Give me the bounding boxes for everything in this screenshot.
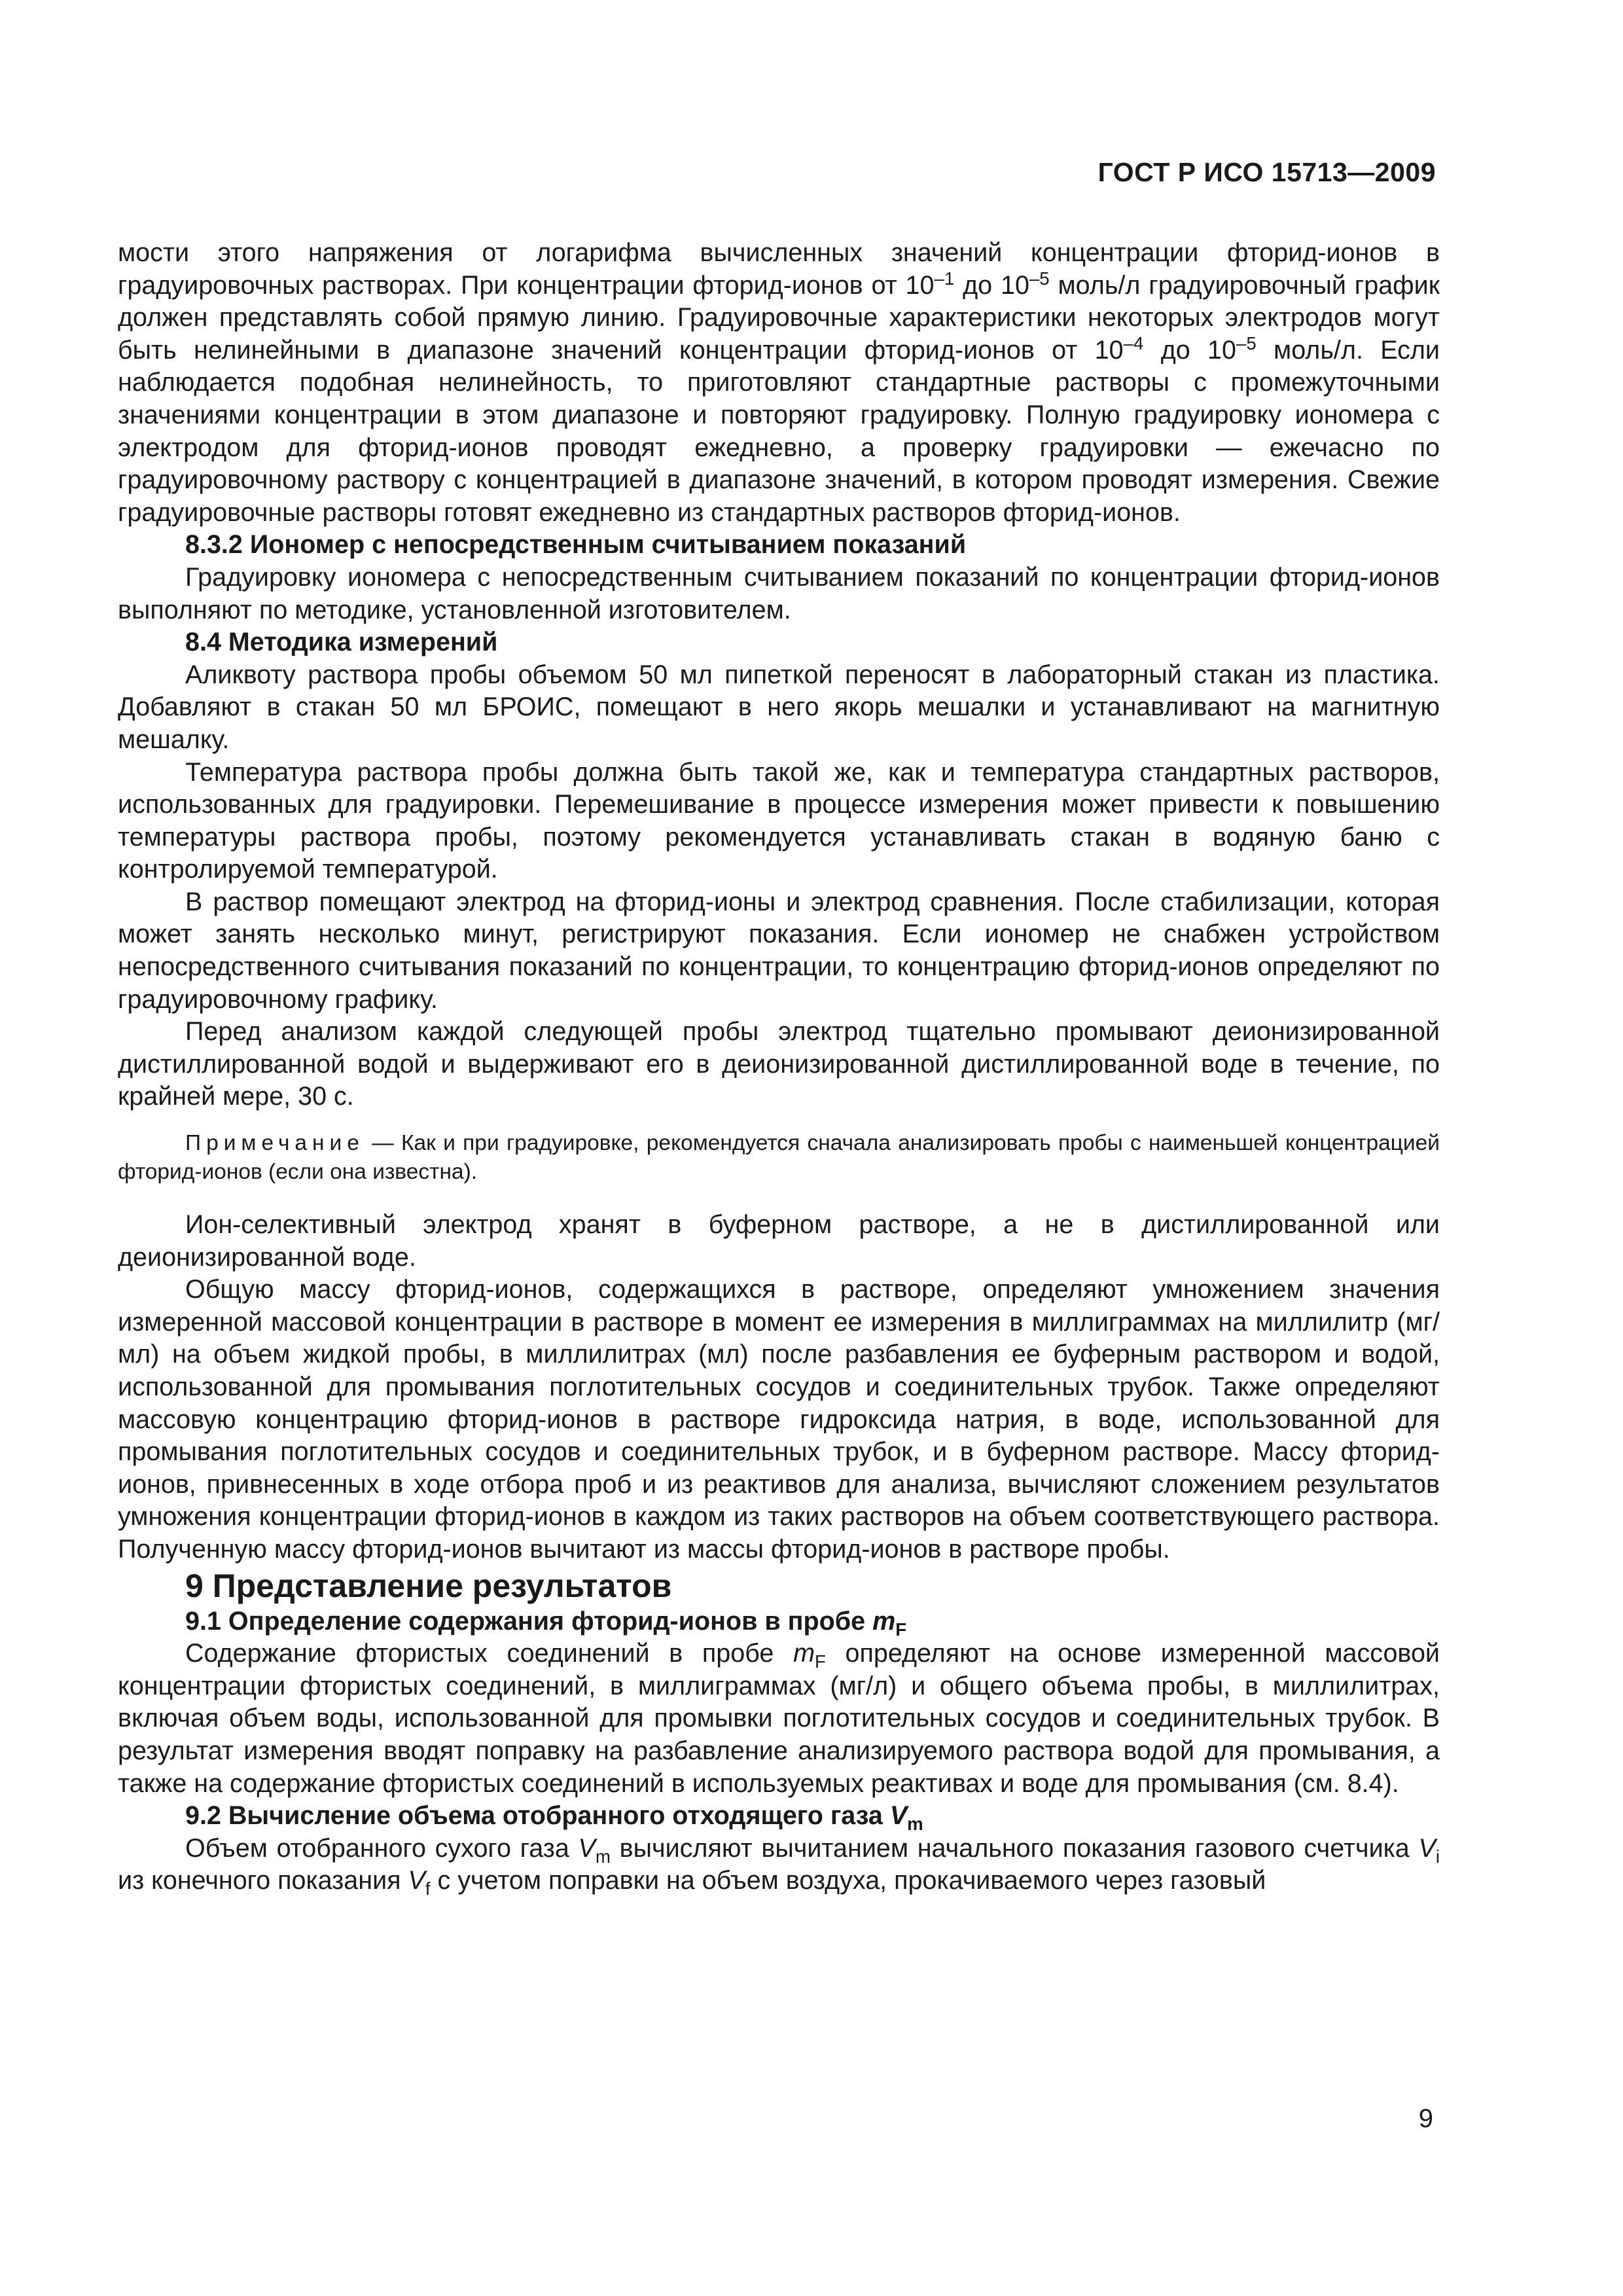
paragraph-8-4-aliquot: Аликвоту раствора пробы объемом 50 мл пипеткой переносят в лабораторный стакан из пластика. Добавляют в стакан 50 мл БРОИС, помещают в него якорь мешалки и устанавливают на магнитную мешалку. [118, 660, 1440, 754]
heading-9-1: 9.1 Определение содержания фторид-ионов в пробе $m_F$ [185, 1606, 907, 1640]
paragraph-8-4-total-mass: Общую массу фторид-ионов, содержащихся в растворе, определяют умножением значения измеренной массовой концентрации в растворе в момент ее измерения в миллиграммах на миллилитр (мг/мл) на объем жидкой пробы, в миллилитрах (мл) после разбавления ее буферным раствором и водой, использованной для промывания поглотительных сосудов и соединительных трубок. Также определяют массовую концентрацию фторид-ионов в растворе гидроксида натрия, в воде, использованной для промывания поглотительных сосудов и соединительных трубок, и в буферном растворе. Массу фторид-ионов, привнесенных в ходе отбора проб и из реактивов для анализа, вычисляют сложением результатов умножения концентрации фторид-ионов в каждом из таких растворов на объем соответствующего раствора. Полученную массу фторид-ионов вычитают из массы фторид-ионов в растворе пробы. [118, 1275, 1440, 1564]
paragraph-8-3-2: Градуировку иономера с непосредственным считыванием показаний по концентрации фторид-ионов выполняют по методике, установленной изготовителем. [118, 562, 1440, 624]
note-text: — Как и при градуировке, рекомендуется сначала анализировать пробы с наименьшей концентрацией фторид-ионов (если она известна). [118, 1131, 1440, 1185]
paragraph-9-2: Объем отобранного сухого газа $V_m$ вычисляют вычитанием начального показания газового счетчика $V_i$ из конечного показания $V_f$ с учетом поправки на объем воздуха, прокачиваемого через газовый [118, 1833, 1440, 1899]
heading-8-4: 8.4 Методика измерений [185, 628, 498, 657]
paragraph-8-4-temperature: Температура раствора пробы должна быть такой же, как и температура стандартных растворов, использованных для градуировки. Перемешивание в процессе измерения может привести к повышению температуры раствора пробы, поэтому рекомендуется устанавливать стакан в водяную баню с контролируемой температурой. [118, 757, 1440, 884]
heading-9-2: 9.2 Вычисление объема отобранного отходящего газа $V_m$ [185, 1801, 923, 1835]
body-text [118, 237, 1440, 1897]
paragraph-calibration-curve: мости этого напряжения от логарифма вычисленных значений концентрации фторид-ионов в градуировочных растворах. При концентрации фторид-ионов от $10^{-1}$ до $10^{-5}$ моль/л градуировочный график должен представлять собой прямую линию. Градуировочные характеристики некоторых электродов могут быть нелинейными в диапазоне значений концентрации фторид-ионов от $10^{-4}$ до $10^{-5}$ моль/л. Если наблюдается подобная нелинейность, то приготовляют стандартные растворы с промежуточными значениями концентрации в этом диапазоне и повторяют градуировку. Полную градуировку иономера с электродом для фторид-ионов проводят ежедневно, а проверку градуировки — ежечасно по градуировочному раствору с концентрацией в диапазоне значений, в котором проводят измерения. Свежие градуировочные растворы готовят ежедневно из стандартных растворов фторид-ионов. [118, 238, 1440, 527]
note-label: Примечание [185, 1131, 365, 1156]
heading-8-3-2: 8.3.2 Иономер с непосредственным считыванием показаний [185, 530, 967, 560]
standard-designation: ГОСТ Р ИСО 15713—2009 [1097, 157, 1436, 187]
paragraph-8-4-electrode: В раствор помещают электрод на фторид-ионы и электрод сравнения. После стабилизации, которая может занять несколько минут, регистрируют показания. Если иономер не снабжен устройством непосредственного считывания показаний по концентрации, то концентрацию фторид-ионов определяют по градуировочному графику. [118, 887, 1440, 1014]
page-number: 9 [1418, 2104, 1433, 2133]
paragraph-9-1: Содержание фтористых соединений в пробе $m_F$ определяют на основе измеренной массовой концентрации фтористых соединений, в миллиграммах (мг/л) и общего объема пробы, в миллилитрах, включая объем воды, использованной для промывки поглотительных сосудов и соединительных трубок. В результат измерения вводят поправку на разбавление анализируемого раствора водой для промывания, а также на содержание фтористых соединений в используемых реактивах и воде для промывания (см. 8.4). [118, 1639, 1440, 1798]
paragraph-8-4-rinse: Перед анализом каждой следующей пробы электрод тщательно промывают деионизированной дистиллированной водой и выдерживают его в деионизированной дистиллированной воде в течение, по крайней мере, 30 с. [118, 1017, 1440, 1111]
note [118, 1129, 1440, 1187]
heading-9: 9 Представление результатов [185, 1567, 672, 1604]
paragraph-8-4-storage: Ион-селективный электрод хранят в буферном растворе, а не в дистиллированной или деионизированной воде. [118, 1210, 1440, 1272]
